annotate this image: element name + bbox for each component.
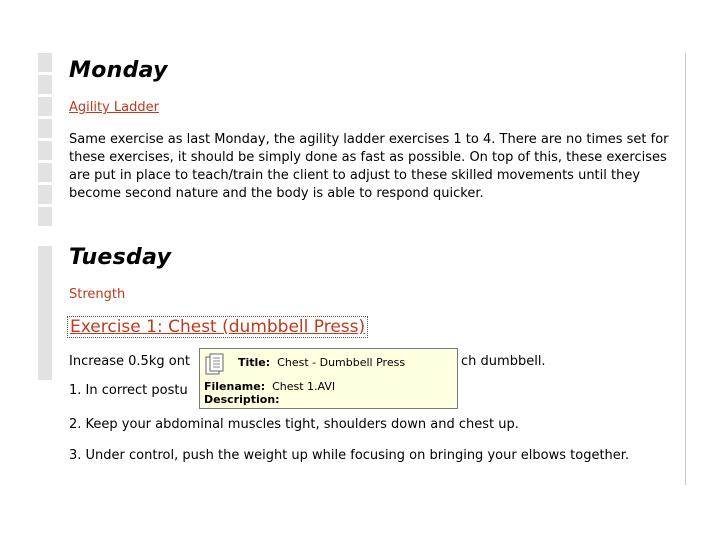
intro-end-text: ch dumbbell. [461,354,546,369]
tooltip-description-label: Description: [204,393,280,406]
tooltip-filename-value: Chest 1.AVI [272,380,336,393]
document-icon [204,352,228,380]
tuesday-heading: Tuesday [69,245,172,270]
monday-paragraph: Same exercise as last Monday, the agility ladder exercises 1 to 4. There are no times set for these exercises, it should be simply done as fast as possible. On top of this, these exercises are put in place to teach/train the client to adjust to these skilled movements until they become second nature and the body is able to respond quicker. [69,132,669,201]
agility-ladder-link[interactable]: Agility Ladder [69,100,159,115]
exercise-1-link[interactable]: Exercise 1: Chest (dumbbell Press) [67,316,368,338]
monday-heading: Monday [69,58,168,83]
tooltip-description-row [204,393,280,406]
tooltip-title-label: Title: [238,356,271,369]
tooltip-filename-label: Filename: [204,380,266,393]
right-divider [685,53,686,485]
step-1-text: 1. In correct postu [69,383,188,398]
step-2-text: 2. Keep your abdominal muscles tight, shoulders down and chest up. [69,417,519,432]
tooltip-title-value: Chest - Dumbbell Press [277,356,406,369]
intro-start-text: Increase 0.5kg ont [69,354,191,369]
file-info-tooltip [199,348,458,409]
step-3-text: 3. Under control, push the weight up while focusing on bringing your elbows together. [69,448,630,463]
strength-label: Strength [69,287,126,302]
left-gutter-top [38,53,52,229]
left-gutter-bottom [38,246,52,380]
tooltip-filename-row [204,380,335,393]
tooltip-title-row [238,356,405,369]
